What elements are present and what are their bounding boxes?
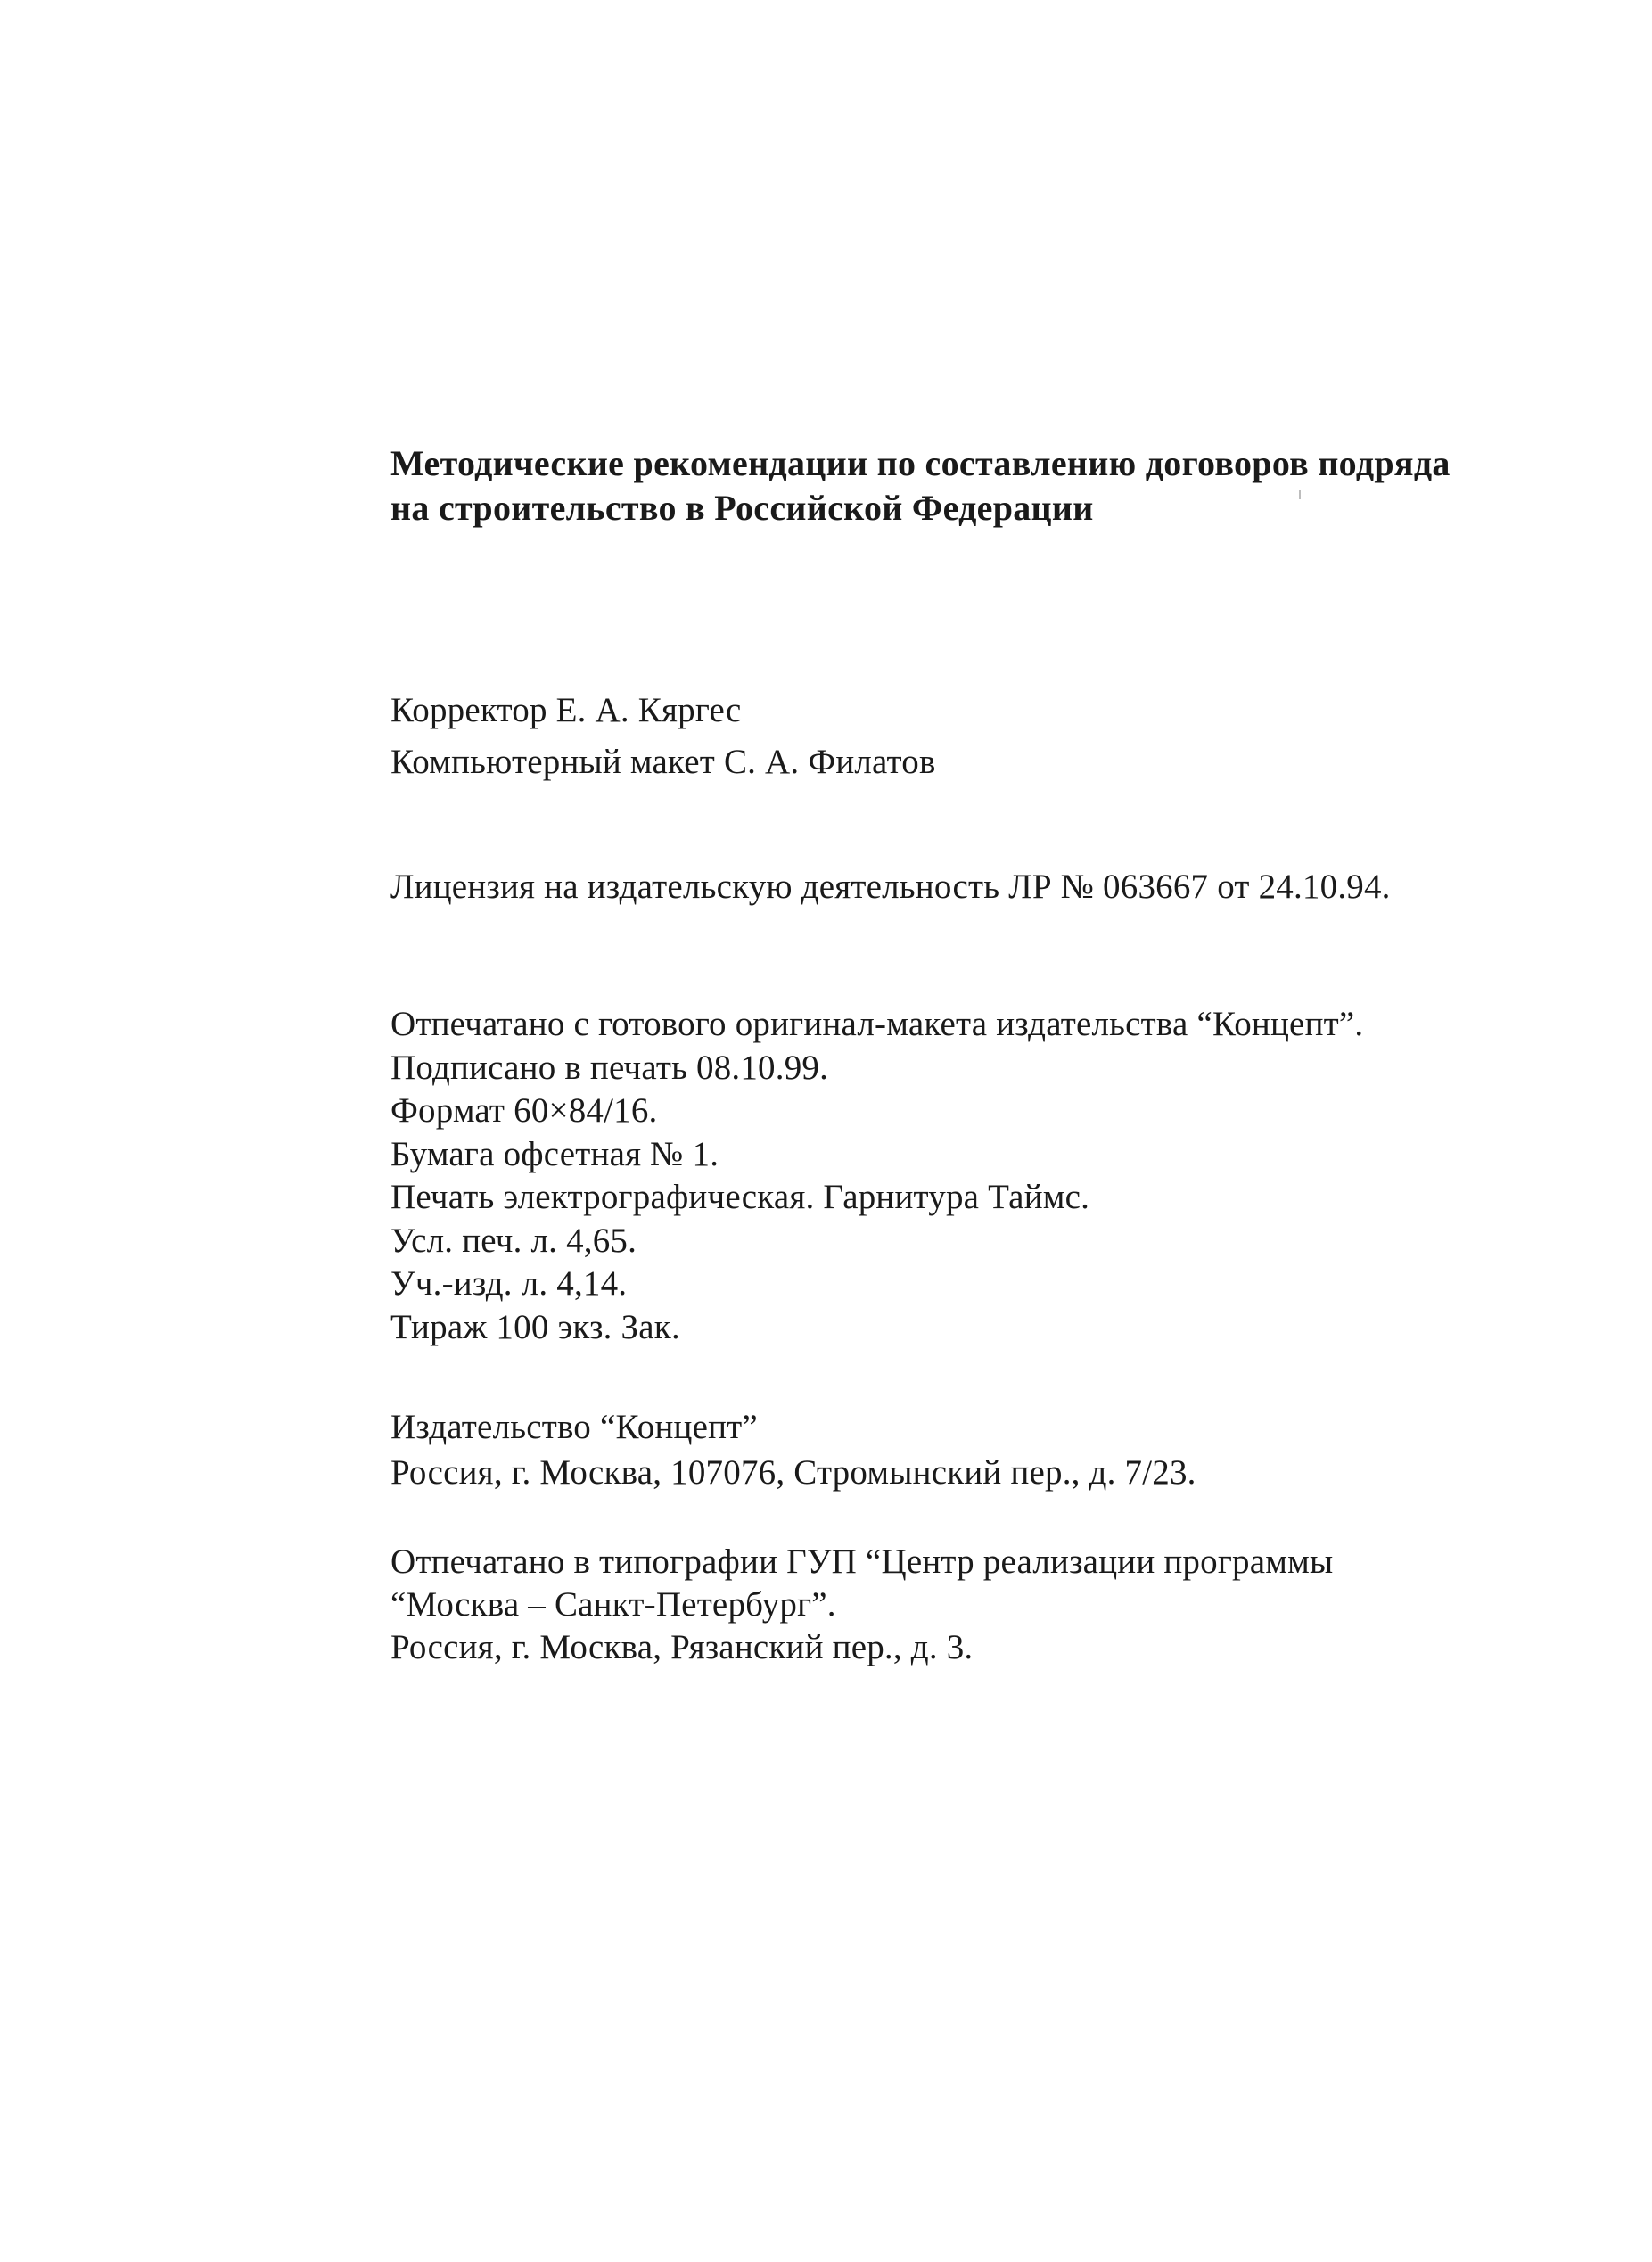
print-info-line: Тираж 100 экз. Зак. — [390, 1307, 680, 1346]
print-info-line: Формат 60×84/16. — [390, 1091, 658, 1130]
printer-section — [390, 1541, 1333, 1669]
publisher-section — [390, 1404, 1196, 1495]
print-info-line: Печать электрографическая. Гарнитура Таймс. — [390, 1178, 1090, 1216]
printer-line: “Москва – Санкт-Петербург”. — [390, 1585, 836, 1624]
license-line: Лицензия на издательскую деятельность ЛР № 063667 от 24.10.94. — [390, 868, 1391, 906]
print-info-line: Усл. печ. л. 4,65. — [390, 1221, 637, 1260]
credits-section — [390, 685, 936, 788]
title-line-1: Методические рекомендации по составлению договоров подряда — [390, 443, 1451, 483]
license-section — [390, 865, 1391, 909]
print-info-line: Отпечатано с готового оригинал-макета издательства “Концепт”. — [390, 1005, 1364, 1043]
print-info-line: Уч.-изд. л. 4,14. — [390, 1264, 628, 1303]
corrector-credit: Корректор Е. А. Кяргес — [390, 691, 742, 729]
print-info-line: Подписано в печать 08.10.99. — [390, 1048, 829, 1087]
title-line-2: на строительство в Российской Федерации — [390, 488, 1094, 528]
printer-line: Отпечатано в типографии ГУП “Центр реализации программы — [390, 1542, 1334, 1581]
scan-artifact-mark — [1299, 490, 1301, 499]
printer-address: Россия, г. Москва, Рязанский пер., д. 3. — [390, 1628, 974, 1666]
print-info-section — [390, 1003, 1363, 1349]
layout-credit: Компьютерный макет С. А. Филатов — [390, 743, 936, 781]
print-info-line: Бумага офсетная № 1. — [390, 1134, 719, 1173]
document-title — [390, 441, 1451, 531]
publisher-address: Россия, г. Москва, 107076, Стромынский пер., д. 7/23. — [390, 1453, 1196, 1492]
publisher-name: Издательство “Концепт” — [390, 1408, 758, 1446]
